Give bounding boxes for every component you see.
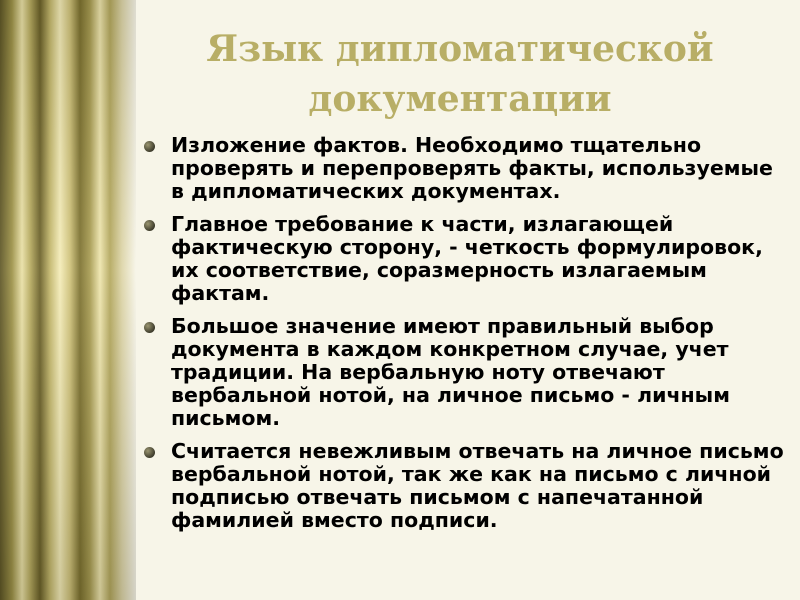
bullet-list	[140, 134, 785, 542]
bullet-text: Изложение фактов. Необходимо тщательно проверять и перепроверять факты, используемые в дипломатических документах.	[171, 133, 773, 203]
bullet-item	[140, 315, 785, 430]
bullet-icon	[144, 322, 155, 333]
decorative-gold-band	[0, 0, 136, 600]
bullet-icon	[144, 141, 155, 152]
slide-title: Язык дипломатической документации	[206, 28, 714, 120]
bullet-icon	[144, 220, 155, 231]
bullet-item	[140, 213, 785, 305]
bullet-item	[140, 440, 785, 532]
bullet-icon	[144, 447, 155, 458]
bullet-text: Большое значение имеют правильный выбор документа в каждом конкретном случае, учет традиции. На вербальную ноту отвечают вербальной нотой, на личное письмо - личным письмом.	[171, 314, 730, 430]
bullet-item	[140, 134, 785, 203]
bullet-text: Считается невежливым отвечать на личное письмо вербальной нотой, так же как на письмо с личной подписью отвечать письмом с напечатанной фамилией вместо подписи.	[171, 439, 784, 532]
bullet-text: Главное требование к части, излагающей фактическую сторону, - четкость формулировок, их соответствие, соразмерность излагаемым фактам.	[171, 212, 763, 305]
